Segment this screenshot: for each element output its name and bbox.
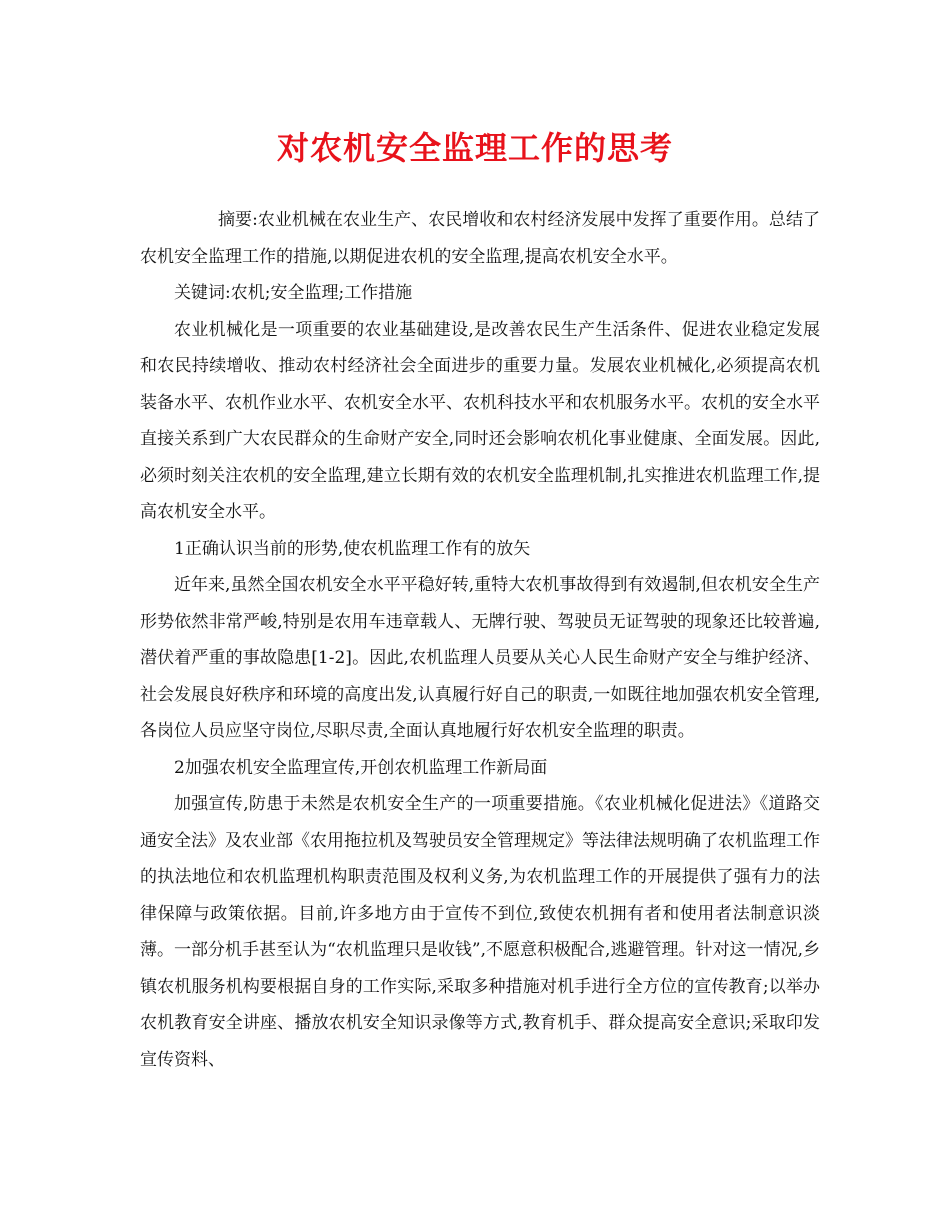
section-heading-2: 2加强农机安全监理宣传,开创农机监理工作新局面 [174,757,548,778]
section-heading-1: 1正确认识当前的形势,使农机监理工作有的放矢 [174,538,531,559]
document-body [140,202,820,1078]
section-1-paragraph: 近年来,虽然全国农机安全水平平稳好转,重特大农机事故得到有效遏制,但农机安全生产形势依然非常严峻,特别是农用车违章载人、无牌行驶、驾驶员无证驾驶的现象还比较普遍,潜伏着严重的事故隐患[1-2]。因此,农机监理人员要从关心人民生命财产安全与维护经济、社会发展良好秩序和环境的高度出发,认真履行好自己的职责,一如既往地加强农机安全管理,各岗位人员应坚守岗位,尽职尽责,全面认真地履行好农机安全监理的职责。 [140,575,820,741]
section-2-paragraph: 加强宣传,防患于未然是农机安全生产的一项重要措施。《农业机械化促进法》《道路交通安全法》及农业部《农用拖拉机及驾驶员安全管理规定》等法律法规明确了农机监理工作的执法地位和农机监理机构职责范围及权利义务,为农机监理工作的开展提供了强有力的法律保障与政策依据。目前,许多地方由于宣传不到位,致使农机拥有者和使用者法制意识淡薄。一部分机手甚至认为“农机监理只是收钱”,不愿意积极配合,逃避管理。针对这一情况,乡镇农机服务机构要根据自身的工作实际,采取多种措施对机手进行全方位的宣传教育;以举办农机教育安全讲座、播放农机安全知识录像等方式,教育机手、群众提高安全意识;采取印发宣传资料、 [140,794,820,1070]
document-title: 对农机安全监理工作的思考 [276,129,673,167]
intro-paragraph: 农业机械化是一项重要的农业基础建设,是改善农民生产生活条件、促进农业稳定发展和农民持续增收、推动农村经济社会全面进步的重要力量。发展农业机械化,必须提高农机装备水平、农机作业水平、农机安全水平、农机科技水平和农机服务水平。农机的安全水平直接关系到广大农民群众的生命财产安全,同时还会影响农机化事业健康、全面发展。因此,必须时刻关注农机的安全监理,建立长期有效的农机安全监理机制,扎实推进农机监理工作,提高农机安全水平。 [140,319,820,522]
keywords-line: 关键词:农机;安全监理;工作措施 [174,283,413,303]
abstract-paragraph: 摘要:农业机械在农业生产、农民增收和农村经济发展中发挥了重要作用。总结了农机安全监理工作的措施,以期促进农机的安全监理,提高农机安全水平。 [140,210,820,267]
